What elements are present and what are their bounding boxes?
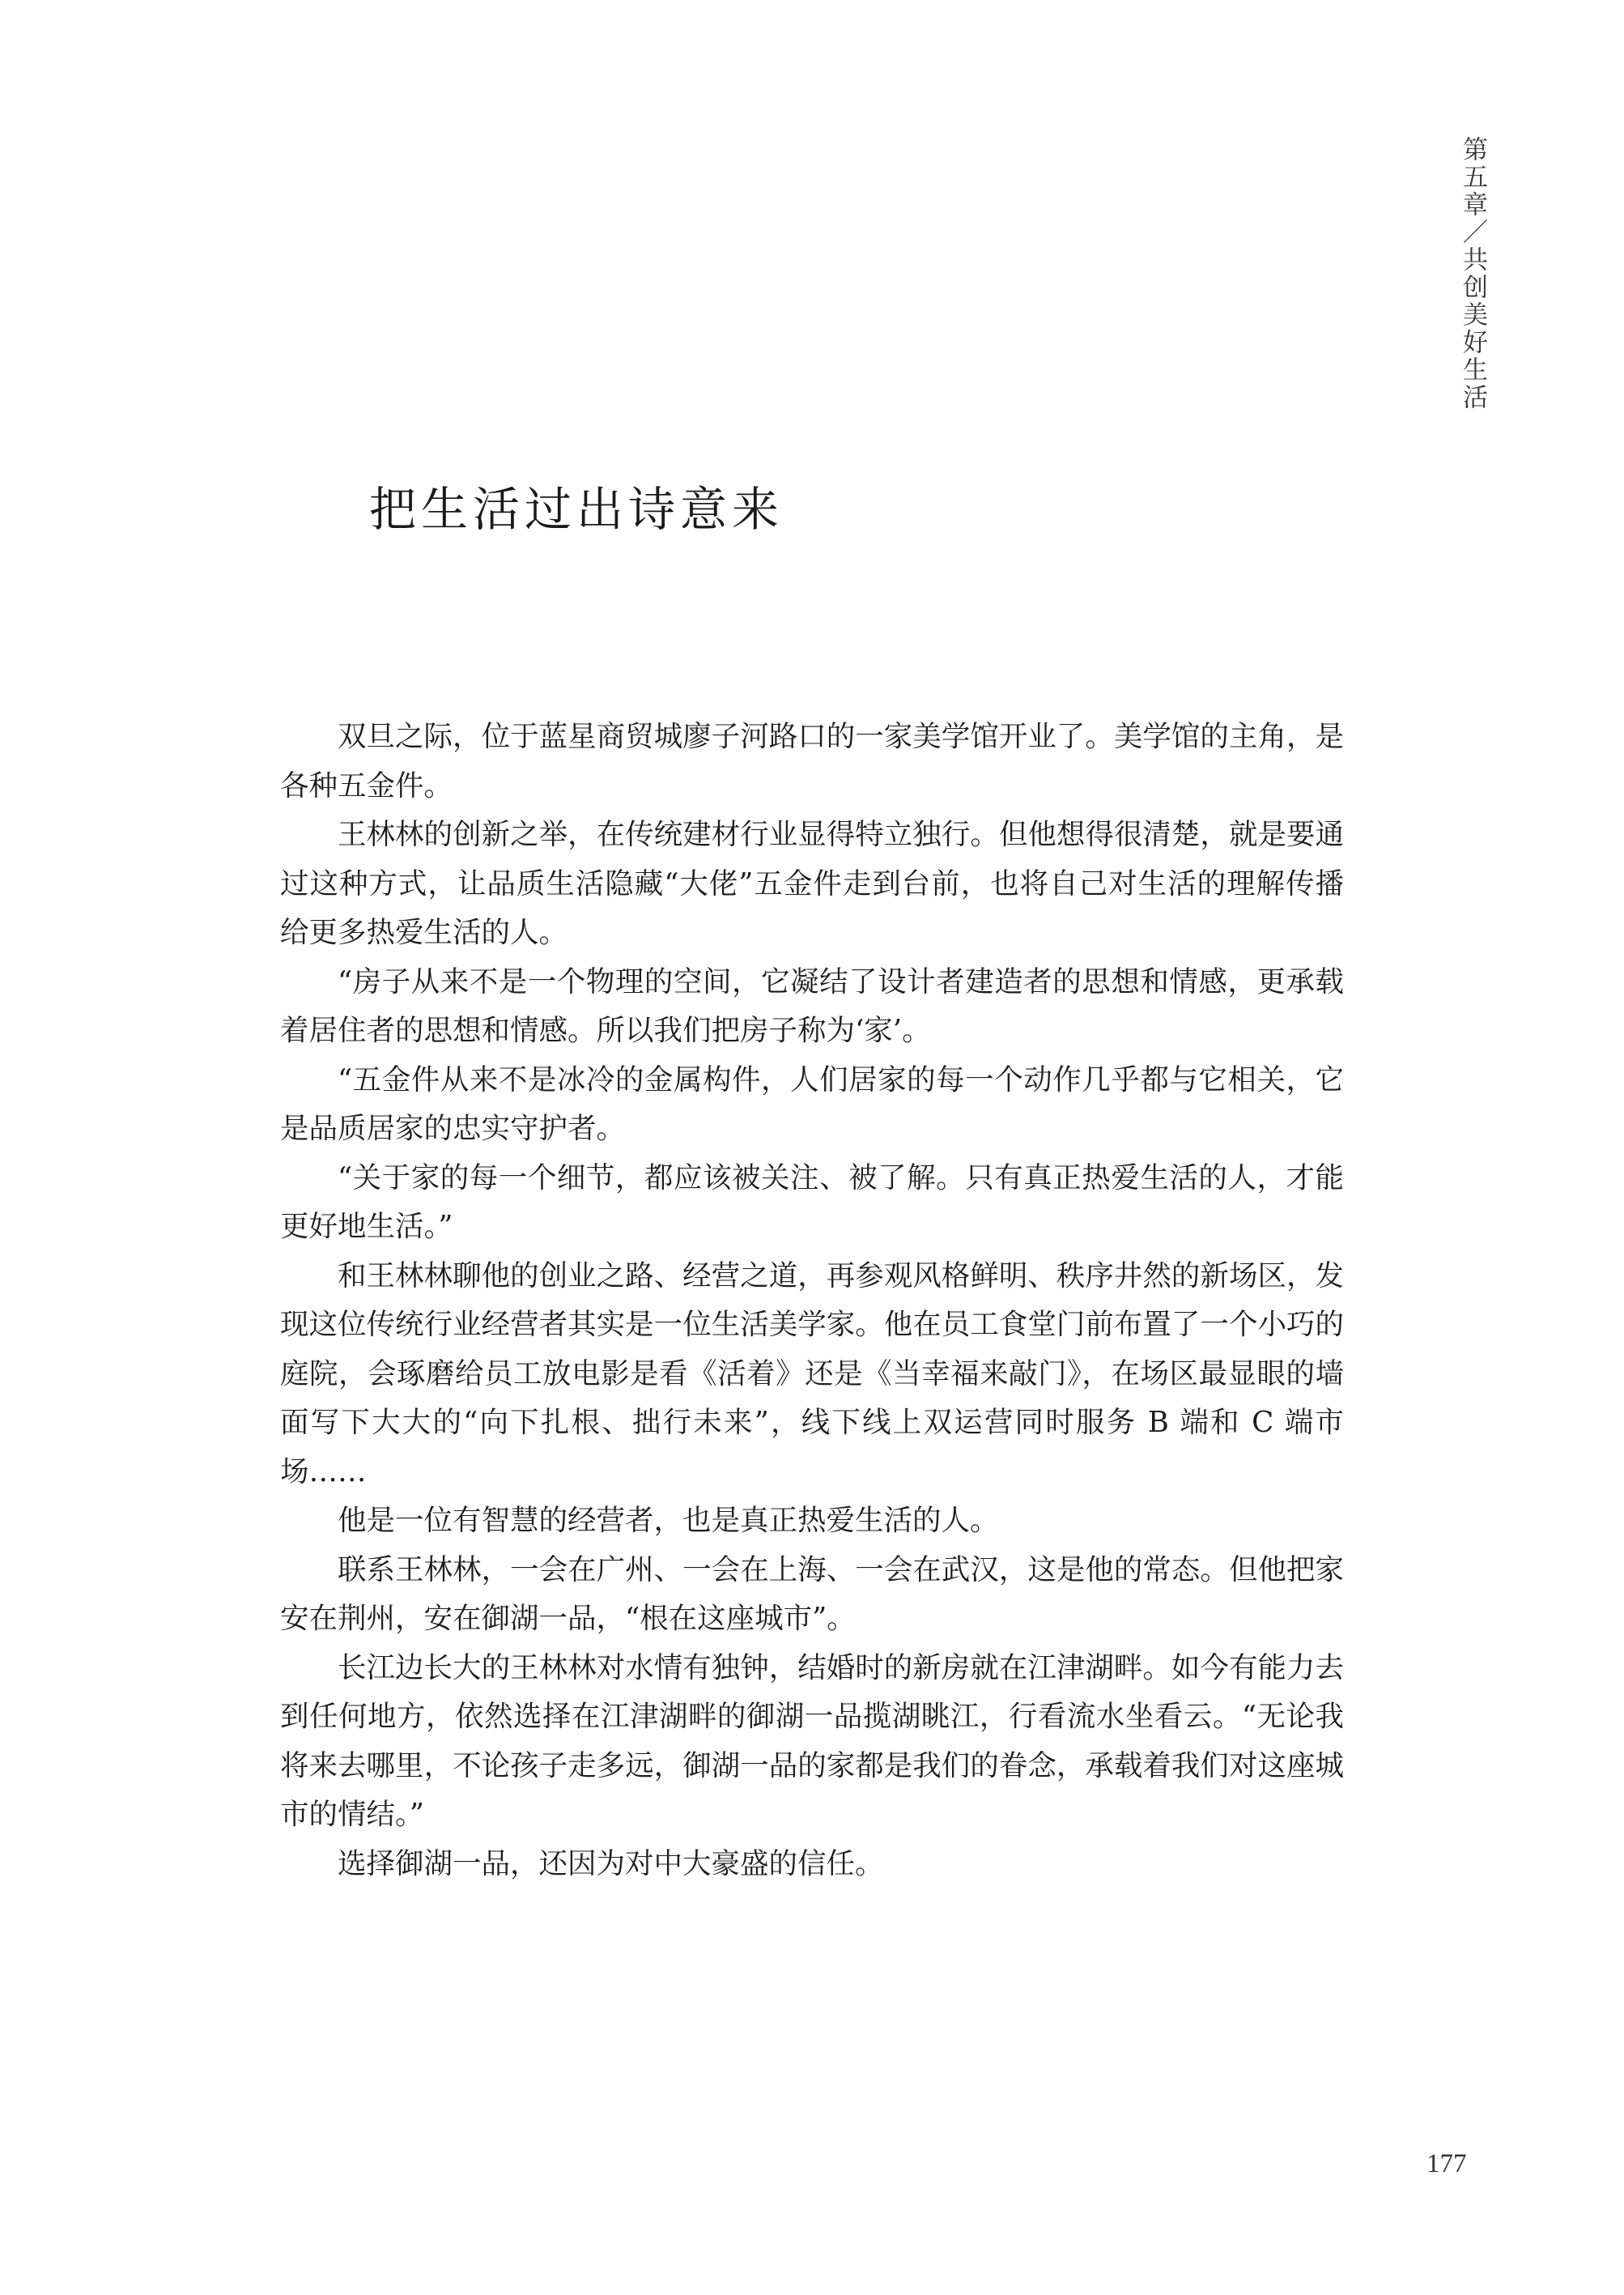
paragraph: 联系王林林，一会在广州、一会在上海、一会在武汉，这是他的常态。但他把家安在荆州，安在御湖一品，“根在这座城市”。: [280, 1552, 1344, 1635]
page-number: 177: [1426, 2149, 1467, 2178]
chapter-title: 把生活过出诗意来: [369, 482, 784, 537]
paragraph: “房子从来不是一个物理的空间，它凝结了设计者建造者的思想和情感，更承载着居住者的思想和情感。所以我们把房子称为‘家’。: [280, 964, 1344, 1047]
paragraph: 王林林的创新之举，在传统建材行业显得特立独行。但他想得很清楚，就是要通过这种方式，让品质生活隐藏“大佬”五金件走到台前，也将自己对生活的理解传播给更多热爱生活的人。: [280, 818, 1344, 949]
paragraph: 和王林林聊他的创业之路、经营之道，再参观风格鲜明、秩序井然的新场区，发现这位传统行业经营者其实是一位生活美学家。他在员工食堂门前布置了一个小巧的庭院，会琢磨给员工放电影是看《活着》还是《当幸福来敲门》，在场区最显眼的墙面写下大大的“向下扎根、拙行未来”，线下线上双运营同时服务 B 端和 C 端市场……: [280, 1258, 1344, 1488]
paragraph: 他是一位有智慧的经营者，也是真正热爱生活的人。: [338, 1504, 999, 1537]
paragraph: 双旦之际，位于蓝星商贸城廖子河路口的一家美学馆开业了。美学馆的主角，是各种五金件。: [280, 720, 1344, 803]
paragraph: 选择御湖一品，还因为对中大豪盛的信任。: [338, 1846, 884, 1880]
paragraph: 长江边长大的王林林对水情有独钟，结婚时的新房就在江津湖畔。如今有能力去到任何地方，依然选择在江津湖畔的御湖一品揽湖眺江，行看流水坐看云。“无论我将来去哪里，不论孩子走多远，御湖一品的家都是我们的眷念，承载着我们对这座城市的情结。”: [280, 1650, 1344, 1831]
running-head: 第五章／共创美好生活: [1458, 136, 1487, 411]
body-text: [280, 713, 1344, 1888]
paragraph: “关于家的每一个细节，都应该被关注、被了解。只有真正热爱生活的人，才能更好地生活。”: [280, 1160, 1344, 1243]
paragraph: “五金件从来不是冰冷的金属构件，人们居家的每一个动作几乎都与它相关，它是品质居家的忠实守护者。: [280, 1062, 1344, 1145]
